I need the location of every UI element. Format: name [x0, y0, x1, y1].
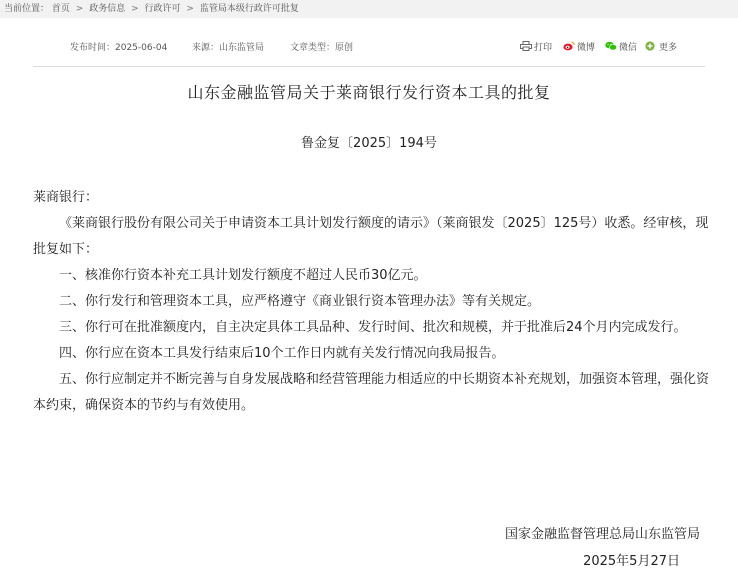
breadcrumb-admin-license-link[interactable]: 行政许可: [144, 4, 181, 14]
article-type: 文章类型：原创: [290, 43, 354, 53]
breadcrumb-gov-info-link[interactable]: 政务信息: [89, 4, 126, 14]
wechat-label: 微信: [619, 43, 638, 53]
publish-time: 发布时间：2025-06-04: [70, 43, 168, 53]
source: 来源：山东监管局: [192, 43, 265, 53]
printer-icon: [520, 41, 532, 51]
item-paragraph: 一、核准你行资本补充工具计划发行额度不超过人民币30亿元。: [59, 268, 427, 283]
breadcrumb-separator: >: [75, 4, 84, 14]
weibo-icon: [563, 41, 575, 51]
print-label: 打印: [534, 43, 553, 53]
weibo-label: 微博: [577, 43, 596, 53]
header-divider: [33, 66, 705, 67]
breadcrumb-current-link[interactable]: 监管局本级行政许可批复: [199, 4, 299, 14]
intro-paragraph: 《莱商银行股份有限公司关于申请资本工具计划发行额度的请示》（莱商银发〔2025〕125号）收悉。经审核，现批复如下：: [33, 216, 709, 257]
weibo-share-button[interactable]: [563, 38, 595, 58]
breadcrumb-label: 当前位置：: [4, 4, 50, 14]
item-paragraph: 二、你行发行和管理资本工具，应严格遵守《商业银行资本管理办法》等有关规定。: [59, 294, 541, 309]
signature-date: 2025年5月27日: [583, 554, 680, 569]
breadcrumb-separator: >: [186, 4, 194, 14]
article-body: [33, 185, 713, 419]
salutation: 莱商银行：: [33, 190, 99, 205]
breadcrumb-separator: >: [131, 4, 139, 14]
breadcrumb: [0, 0, 738, 18]
more-share-button[interactable]: [645, 38, 677, 58]
wechat-share-button[interactable]: [605, 38, 637, 58]
item-paragraph: 五、你行应制定并不断完善与自身发展战略和经营管理能力相适应的中长期资本补充规划，加强资本管理，强化资本约束，确保资本的节约与有效使用。: [33, 372, 710, 413]
wechat-icon: [605, 41, 617, 51]
article-meta: [0, 38, 738, 58]
item-paragraph: 三、你行可在批准额度内，自主决定具体工具品种、发行时间、批次和规模，并于批准后24个月内完成发行。: [59, 320, 687, 335]
article-title: 山东金融监管局关于莱商银行发行资本工具的批复: [187, 83, 551, 102]
signature: 国家金融监督管理总局山东监管局: [504, 527, 700, 542]
item-paragraph: 四、你行应在资本工具发行结束后10个工作日内就有关发行情况向我局报告。: [59, 346, 505, 361]
breadcrumb-home-link[interactable]: 首页: [51, 4, 70, 14]
more-label: 更多: [659, 43, 678, 53]
more-plus-icon: [645, 41, 657, 51]
print-button[interactable]: [520, 38, 552, 58]
document-number: 鲁金复〔2025〕194号: [301, 136, 437, 151]
